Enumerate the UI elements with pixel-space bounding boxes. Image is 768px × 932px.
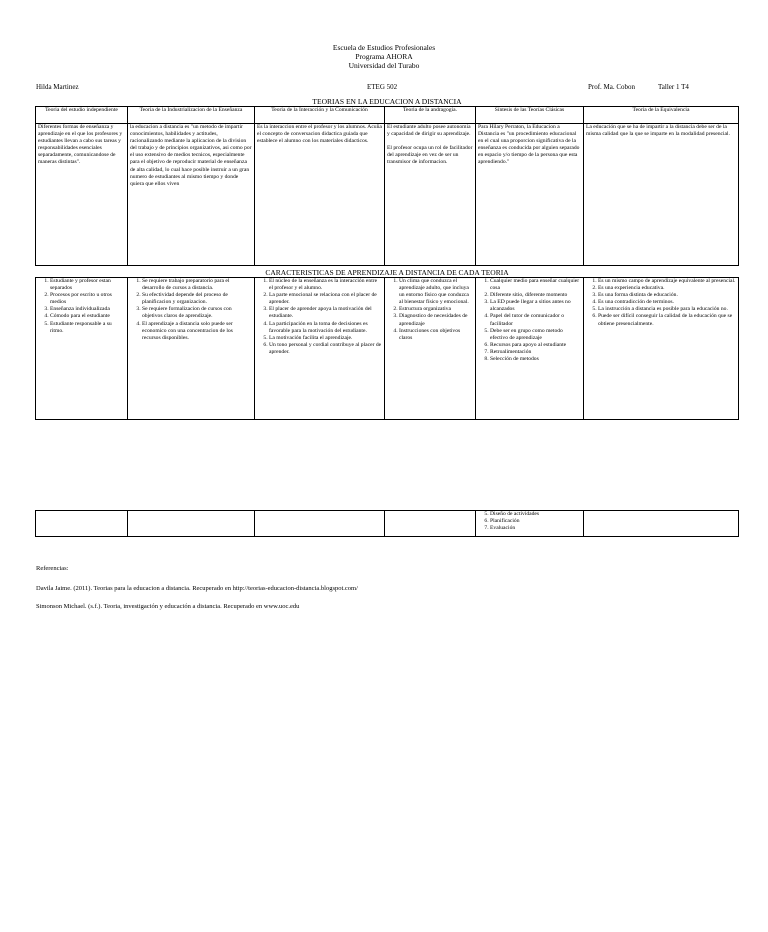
list-item: 8. Selección de metodos [490, 356, 581, 363]
theory-description: Es la interaccion entre el profesor y los alumnos. Acuña el concepto de conversacion didactica guiada que establece el alumno con los materiales didacticos. [255, 124, 385, 266]
list-item: 2. Estructura organizativa [399, 306, 473, 313]
list-item: 4. Instrucciones con objetivos claros [399, 328, 473, 342]
list-item: 1. Cualquier medio para enseñar cualquier cosa [490, 278, 581, 292]
list-item: 6. Recursos para apoyo al estudiante [490, 342, 581, 349]
list-item: 2. Es una experiencia educativa. [598, 285, 736, 292]
theory-description: El estudiante adulto posee autonomia y capacidad de dirigir su aprendizaje. El profesor ocupa un rol de facilitador del aprendizaje en vez de ser un transmisor de informacion. [385, 124, 476, 266]
empty-cell [36, 511, 128, 537]
list-item: 1. Un clima que conduzca el aprendizaje adulto, que incluya un entorno físico que conduzca al bienestar físico y emocional. [399, 278, 473, 306]
theory-description: la educacion a distancia es "un metodo de impartir conocimientos, habilidades y actitudes, racionalizando mediante la aplicacion de la division del trabajo y de principios organizativos, asi como por el uso extensivo de medios tecnicos, especialmente para el objetivo de reproducir material de enseñanza de alta calidad, lo cual hace posible instruir a un gran numero de estudiantes al mismo tiempo y donde quiera que ellos viven [128, 124, 255, 266]
list-item: 5. Estudiante responsable a su ritmo. [50, 321, 125, 335]
list-item: 6. Puede ser difícil conseguir la calidad de la educación que se obtiene presencialmente. [598, 313, 736, 327]
theory-description: La educación que se ha de impartir a la distancia debe ser de la misma calidad que la que se imparte en la modalidad presencial. [584, 124, 739, 266]
header-cell: Teoria de la Equivalencia [584, 107, 739, 124]
list-item: 2. Diferente sitio, diferente momento [490, 292, 581, 299]
task-label: Taller 1 T4 [658, 83, 689, 91]
list-item: 6. Un tono personal y cordial contribuye al placer de aprender. [269, 342, 382, 356]
list-item: 2. Su efectividad depende del proceso de planificacion y organizacion. [142, 292, 252, 306]
list-item: 3. Enseñanza individualizada [50, 306, 125, 313]
list-item: 3. El placer de aprender apoya la motivación del estudiante. [269, 306, 382, 320]
list-item: 4. Cómodo para el estudiante [50, 313, 125, 320]
characteristics-cell [36, 278, 128, 420]
theories-title: TEORIAS EN LA EDUCACION A DISTANCIA [36, 98, 739, 107]
characteristics-cell [385, 278, 476, 420]
list-item: 4. Es una contradicción de terminos. [598, 299, 736, 306]
empty-cell [255, 511, 385, 537]
reference-entry: Simonson Michael. (s.f.). Teoria, investigación y educación a distancia. Recuperado en www.uoc.edu [36, 603, 300, 610]
list-item: 3. Se requiere formalizacion de cursos con objetivos claros de aprendizaje. [142, 306, 252, 320]
professor-name: Prof. Ma. Cobon [588, 83, 636, 91]
characteristics-title: CARACTERISTICAS DE APRENDIZAJE A DISTANCIA DE CADA TEORIA [36, 269, 739, 278]
reference-entry: Davila Jaime. (2011). Teorias para la educacion a distancia. Recuperado en http://teorias-educacion-distancia.blogspot.com/ [36, 585, 358, 592]
characteristics-cell [584, 278, 739, 420]
institution-name: Escuela de Estudios Profesionales [332, 43, 436, 52]
characteristics-cell [128, 278, 255, 420]
header-cell: Teoria de la andragogia. [385, 107, 476, 124]
list-item: 1. Se requiere trabajo preparatorio para el desarrollo de cursos a distancia. [142, 278, 252, 292]
theory-description: Diferentes formas de enseñanza y aprendizaje en el que los profesores y estudiantes llevan a cabo sus tareas y responsabilidades esenciales separadamente, comunicandose de maneras distintas". [36, 124, 128, 266]
list-item: 2. Procesos por escrito u otros medios [50, 292, 125, 306]
course-code: ETEG 502 [367, 83, 398, 91]
student-name: Hilda Martinez [36, 83, 79, 91]
header-cell: Teoria del estudio independiente [36, 107, 128, 124]
empty-cell [128, 511, 255, 537]
empty-cell [584, 511, 739, 537]
list-item: 7. Evaluación [490, 525, 581, 532]
list-item: 3. Es una forma distinta de educación. [598, 292, 736, 299]
list-item: 3. La ED puede llegar a sitios antes no alcanzados [490, 299, 581, 313]
list-item: 7. Retroalimentación [490, 349, 581, 356]
header-cell: Síntesis de las Teorías Clásicas [476, 107, 584, 124]
list-item: 2. La parte emocional se relaciona con el placer de aprender. [269, 292, 382, 306]
university-name: Universidad del Turabo [348, 61, 420, 70]
continuation-table [35, 510, 739, 537]
list-item: 5. La motivación facilita el aprendizaje. [269, 335, 382, 342]
characteristics-cell [255, 278, 385, 420]
references-heading: Referencias: [36, 565, 69, 572]
list-item: 5. La instrucción a distancia es posible para la educación no. [598, 306, 736, 313]
list-item: 1. Es un mismo campo de aprendizaje equivalente al presencial. [598, 278, 736, 285]
list-item: 1. Estudiante y profesor estan separados [50, 278, 125, 292]
list-item: 5. Debe ser en grupo como metodo efectivo de aprendizaje [490, 328, 581, 342]
characteristics-cell [476, 278, 584, 420]
header-cell: Teoria de la Interacción y la Comunicación [255, 107, 385, 124]
theories-table [35, 98, 739, 266]
empty-cell [385, 511, 476, 537]
header-cell: Teoria de la Industrializacion de la Enseñanza [128, 107, 255, 124]
list-item: 4. Papel del tutor de comunicador o facilitador [490, 313, 581, 327]
list-item: 4. El aprendizaje a distancia solo puede ser economico con una concentracion de los recursos disponibles. [142, 321, 252, 342]
list-item: 1. El núcleo de la enseñanza es la interacción entre el profesor y el alumno. [269, 278, 382, 292]
list-item: 3. Diagnostico de necesidades de aprendizaje [399, 313, 473, 327]
characteristics-cell [476, 511, 584, 537]
list-item: 4. La participación en la toma de decisiones es favorable para la motivación del estudiante. [269, 321, 382, 335]
program-name: Programa AHORA [355, 52, 413, 61]
theory-description: Para Hilary Perraton, la Educacion a Distancia es "un procedimiento educacional en el cual una proporcion significativa de la enseñanza es conducida por alguien separado en espacio y/o tiempo de la persona que esta aprendiendo." [476, 124, 584, 266]
list-item: 5. Diseño de actividades [490, 511, 581, 518]
characteristics-table [35, 269, 739, 420]
list-item: 6. Planificación [490, 518, 581, 525]
